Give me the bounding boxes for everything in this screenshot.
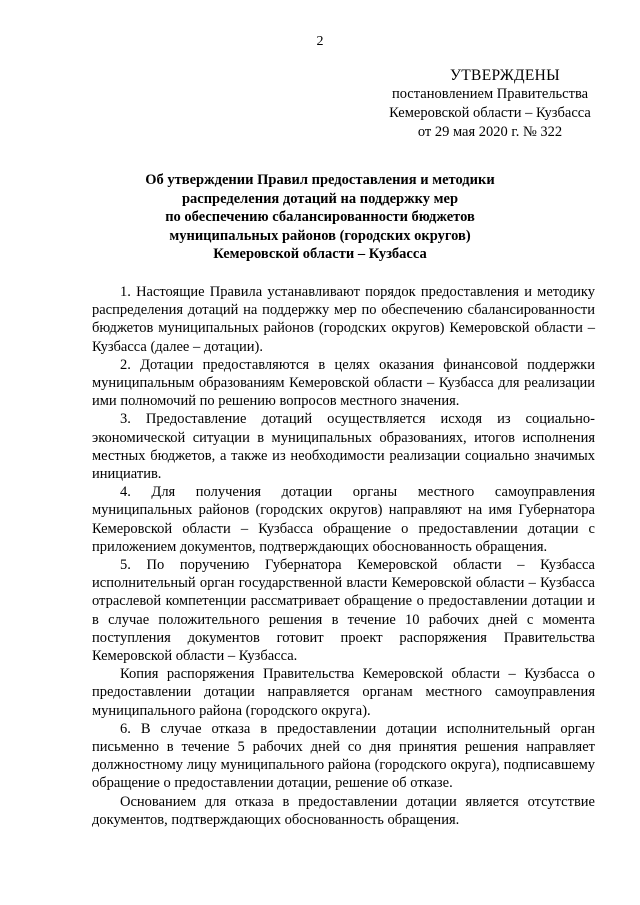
paragraph-3: 3. Предоставление дотаций осуществляется исходя из социально-экономической ситуации в муниципальных образованиях, итогов исполнения местных бюджетов, а также из необходимости реализации социально значимых инициатив. bbox=[92, 411, 595, 483]
paragraph-1: 1. Настоящие Правила устанавливают порядок предоставления и методику распределения дотаций на поддержку мер по обеспечению сбалансированности бюджетов муниципальных районов (городских округов) Кемеровской области – Кузбасса (далее – дотации). bbox=[92, 284, 595, 355]
paragraph-4: 4. Для получения дотации органы местного самоуправления муниципальных районов (городских округов) направляют на имя Губернатора Кемеровской области – Кузбасса обращение о предоставлении дотации с приложением документов, подтверждающих обоснованность обращения. bbox=[92, 484, 595, 555]
title-line-5: Кемеровской области – Кузбасса bbox=[213, 246, 427, 262]
paragraph-2: 2. Дотации предоставляются в целях оказания финансовой поддержки муниципальным образованиям Кемеровской области – Кузбасса для реализации ими полномочий по решению вопросов местного значения. bbox=[92, 356, 595, 410]
paragraph-5-copy: Копия распоряжения Правительства Кемеровской области – Кузбасса о предоставлении дотации направляется органам местного самоуправления муниципального района (городского округа). bbox=[92, 666, 595, 719]
approval-stamp bbox=[360, 66, 620, 142]
title-line-2: распределения дотаций на поддержку мер bbox=[181, 190, 459, 207]
paragraph-6: 6. В случае отказа в предоставлении дотации исполнительный орган письменно в течение 5 рабочих дней со дня принятия решения направляет должностному лицу муниципального района (городского округа), подписавшему обращение о предоставлении дотации, решение об отказе. bbox=[92, 720, 595, 792]
approval-heading: УТВЕРЖДЕНЫ bbox=[450, 67, 560, 84]
document-title bbox=[120, 171, 520, 264]
approval-line-2: Кемеровской области – Кузбасса bbox=[389, 105, 591, 121]
title-line-1: Об утверждении Правил предоставления и методики bbox=[145, 172, 495, 188]
approval-line-1: постановлением Правительства bbox=[391, 86, 589, 102]
page-number: 2 bbox=[316, 34, 324, 49]
approval-line-3: от 29 мая 2020 г. № 322 bbox=[417, 124, 563, 140]
paragraph-6-basis: Основанием для отказа в предоставлении дотации является отсутствие документов, подтверждающих обоснованность обращения. bbox=[92, 793, 595, 828]
paragraph-5: 5. По поручению Губернатора Кемеровской области – Кузбасса исполнительный орган государственной власти Кемеровской области – Кузбасса отраслевой компетенции рассматривает обращение о предоставлении дотации и в случае положительного решения в течение 10 рабочих дней с момента поступления документов готовит проект распоряжения Правительства Кемеровской области – Кузбасса. bbox=[92, 557, 595, 665]
title-line-4: муниципальных районов (городских округов) bbox=[169, 227, 471, 244]
document-body bbox=[92, 283, 595, 829]
title-line-3: по обеспечению сбалансированности бюджетов bbox=[165, 209, 475, 225]
